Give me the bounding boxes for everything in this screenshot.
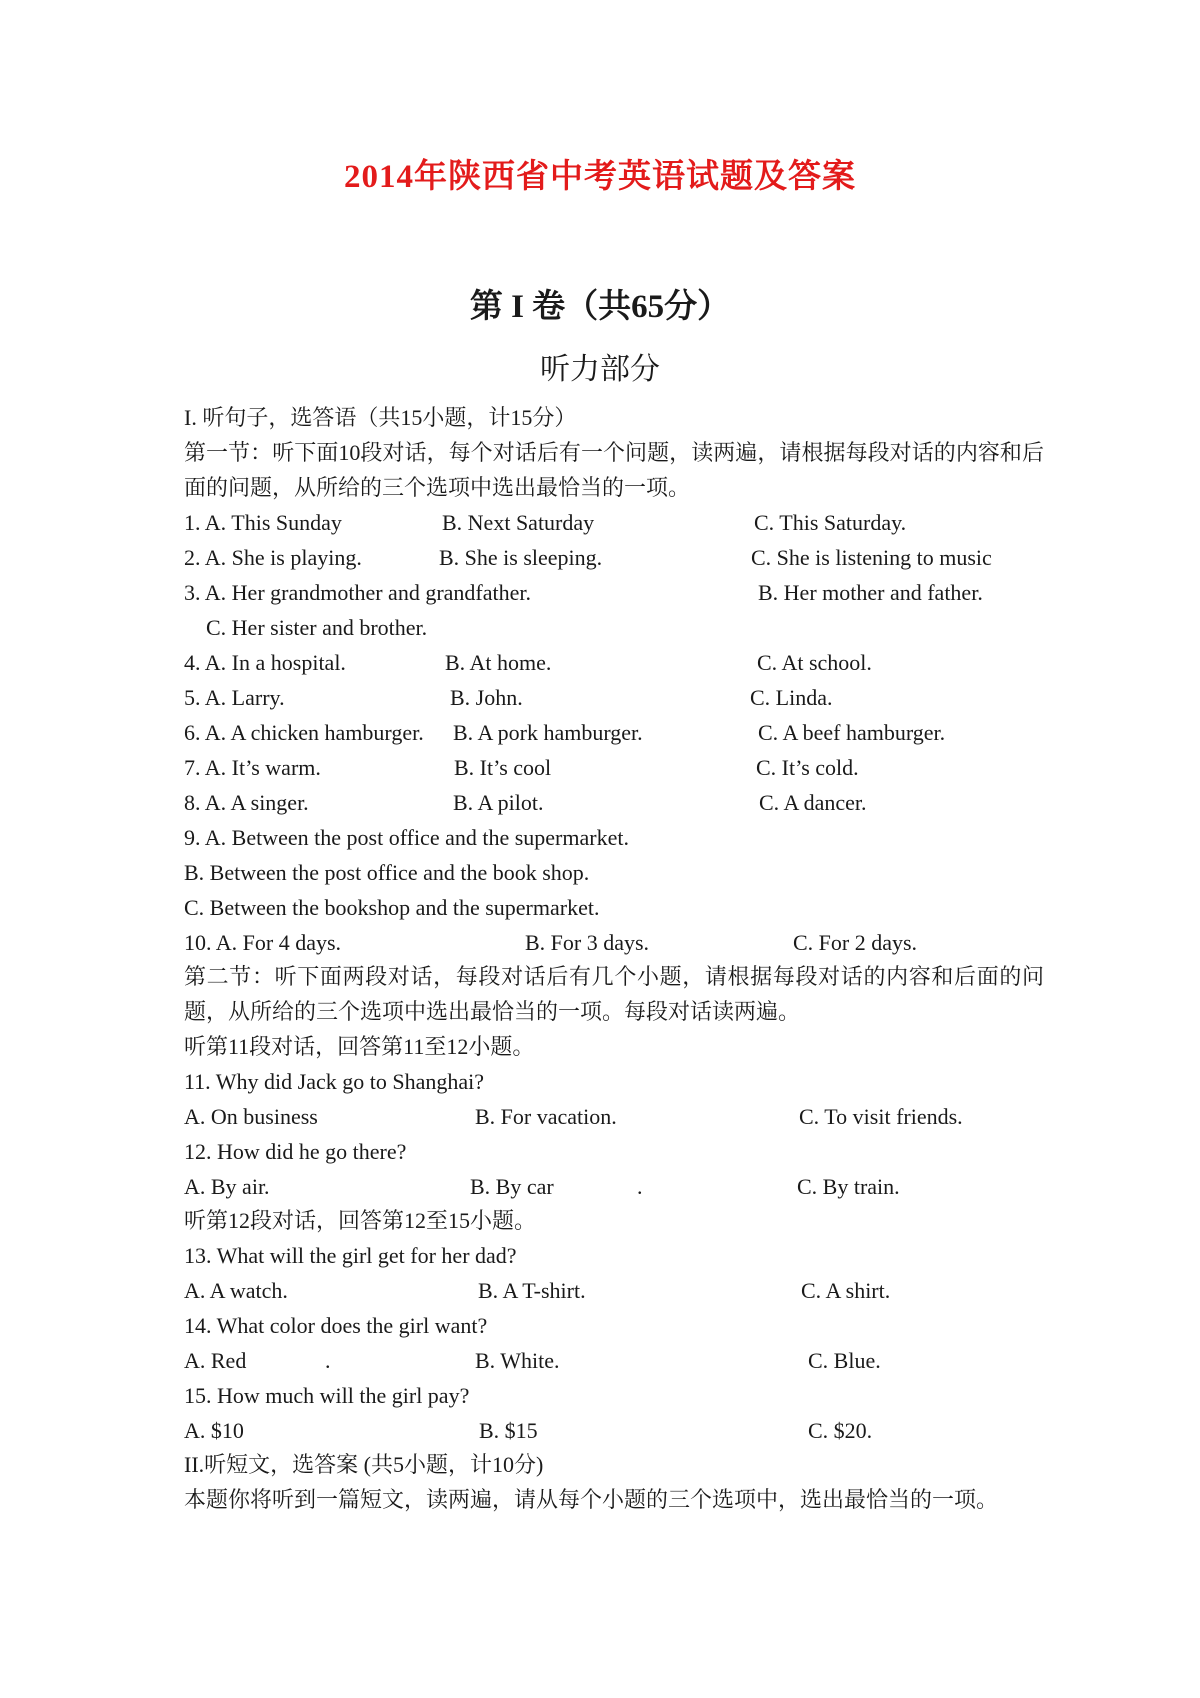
question-11-text: 11. Why did Jack go to Shanghai? xyxy=(184,1069,485,1094)
option-a: A. $10 xyxy=(184,1418,244,1443)
part2-instructions: 本题你将听到一篇短文，读两遍，请从每个小题的三个选项中，选出最恰当的一项。 xyxy=(184,1487,999,1512)
question-7 xyxy=(184,750,1044,785)
option-c: C. At school. xyxy=(757,650,872,675)
dialog-12-instructions: 听第12段对话，回答第12至15小题。 xyxy=(184,1208,537,1233)
option-a: 2. A. She is playing. xyxy=(184,545,362,570)
option-c: C. A shirt. xyxy=(801,1278,891,1303)
question-2 xyxy=(184,540,1044,575)
dialog-11-instructions: 听第11段对话，回答第11至12小题。 xyxy=(184,1034,535,1059)
volume-title: 第 I 卷（共65分） xyxy=(469,289,731,325)
stray-period: . xyxy=(637,1174,643,1199)
stray-period: . xyxy=(325,1348,331,1373)
option-a: 4. A. In a hospital. xyxy=(184,650,346,675)
question-9-option-b: B. Between the post office and the book shop. xyxy=(184,860,590,885)
question-14-text: 14. What color does the girl want? xyxy=(184,1313,488,1338)
option-a: 1. A. This Sunday xyxy=(184,510,342,535)
option-a: A. Red xyxy=(184,1348,247,1373)
option-b: B. For vacation. xyxy=(475,1104,617,1129)
option-b: B. She is sleeping. xyxy=(439,545,603,570)
section2-instructions: 第二节：听下面两段对话，每段对话后有几个小题，请根据每段对话的内容和后面的问题，从所给的三个选项中选出最恰当的一项。每段对话读两遍。 xyxy=(184,964,1044,1024)
option-b: B. It’s cool xyxy=(454,755,552,780)
option-c: C. Blue. xyxy=(808,1348,881,1373)
question-3-option-c: C. Her sister and brother. xyxy=(206,615,428,640)
question-13-text: 13. What will the girl get for her dad? xyxy=(184,1243,517,1268)
part1-heading: I. 听句子，选答语（共15小题，计15分） xyxy=(184,405,577,430)
option-b: B. White. xyxy=(475,1348,560,1373)
part2-heading: II.听短文，选答案 (共5小题，计10分) xyxy=(184,1452,544,1477)
option-a: A. By air. xyxy=(184,1174,270,1199)
option-b: B. A pork hamburger. xyxy=(453,720,643,745)
option-c: C. She is listening to music xyxy=(751,545,992,570)
question-15-options xyxy=(184,1413,1044,1447)
question-12-text: 12. How did he go there? xyxy=(184,1139,407,1164)
option-a: A. A watch. xyxy=(184,1278,288,1303)
option-b: B. Next Saturday xyxy=(442,510,595,535)
option-c: C. Linda. xyxy=(750,685,833,710)
section1-instructions: 第一节：听下面10段对话，每个对话后有一个问题，读两遍，请根据每段对话的内容和后面的问题，从所给的三个选项中选出最恰当的一项。 xyxy=(184,440,1044,500)
option-b: B. A pilot. xyxy=(453,790,544,815)
document-title: 2014年陕西省中考英语试题及答案 xyxy=(344,159,856,195)
option-b: B. John. xyxy=(450,685,523,710)
option-c: C. A dancer. xyxy=(759,790,867,815)
question-14-options xyxy=(184,1343,1044,1378)
option-a: 10. A. For 4 days. xyxy=(184,930,342,955)
question-4 xyxy=(184,645,1044,680)
option-a: 6. A. A chicken hamburger. xyxy=(184,720,424,745)
option-b: B. Her mother and father. xyxy=(758,580,983,605)
question-6 xyxy=(184,715,1044,750)
option-c: C. $20. xyxy=(808,1418,873,1443)
option-c: C. By train. xyxy=(797,1174,900,1199)
question-11-options xyxy=(184,1099,1044,1134)
option-a: 3. A. Her grandmother and grandfather. xyxy=(184,580,531,605)
question-13-options xyxy=(184,1273,1044,1308)
option-b: B. A T-shirt. xyxy=(478,1278,586,1303)
question-12-options xyxy=(184,1169,1044,1203)
option-c: C. A beef hamburger. xyxy=(758,720,946,745)
question-8 xyxy=(184,785,1044,820)
question-1 xyxy=(184,505,1044,540)
question-15-text: 15. How much will the girl pay? xyxy=(184,1383,470,1408)
option-c: C. It’s cold. xyxy=(756,755,859,780)
option-b: B. By car xyxy=(470,1174,554,1199)
section-title: 听力部分 xyxy=(540,353,660,386)
question-5 xyxy=(184,680,1044,715)
question-3 xyxy=(184,575,1044,610)
option-a: 8. A. A singer. xyxy=(184,790,309,815)
option-c: C. To visit friends. xyxy=(799,1104,963,1129)
option-c: C. For 2 days. xyxy=(793,930,918,955)
question-9-option-c: C. Between the bookshop and the supermarket. xyxy=(184,895,600,920)
option-b: B. For 3 days. xyxy=(525,930,650,955)
option-a: 5. A. Larry. xyxy=(184,685,285,710)
option-b: B. At home. xyxy=(445,650,552,675)
option-a: 7. A. It’s warm. xyxy=(184,755,321,780)
option-b: B. $15 xyxy=(479,1418,538,1443)
option-c: C. This Saturday. xyxy=(754,510,907,535)
question-10 xyxy=(184,925,1044,959)
exam-content xyxy=(184,400,1044,1517)
question-9-option-a: 9. A. Between the post office and the supermarket. xyxy=(184,825,629,850)
option-a: A. On business xyxy=(184,1104,318,1129)
